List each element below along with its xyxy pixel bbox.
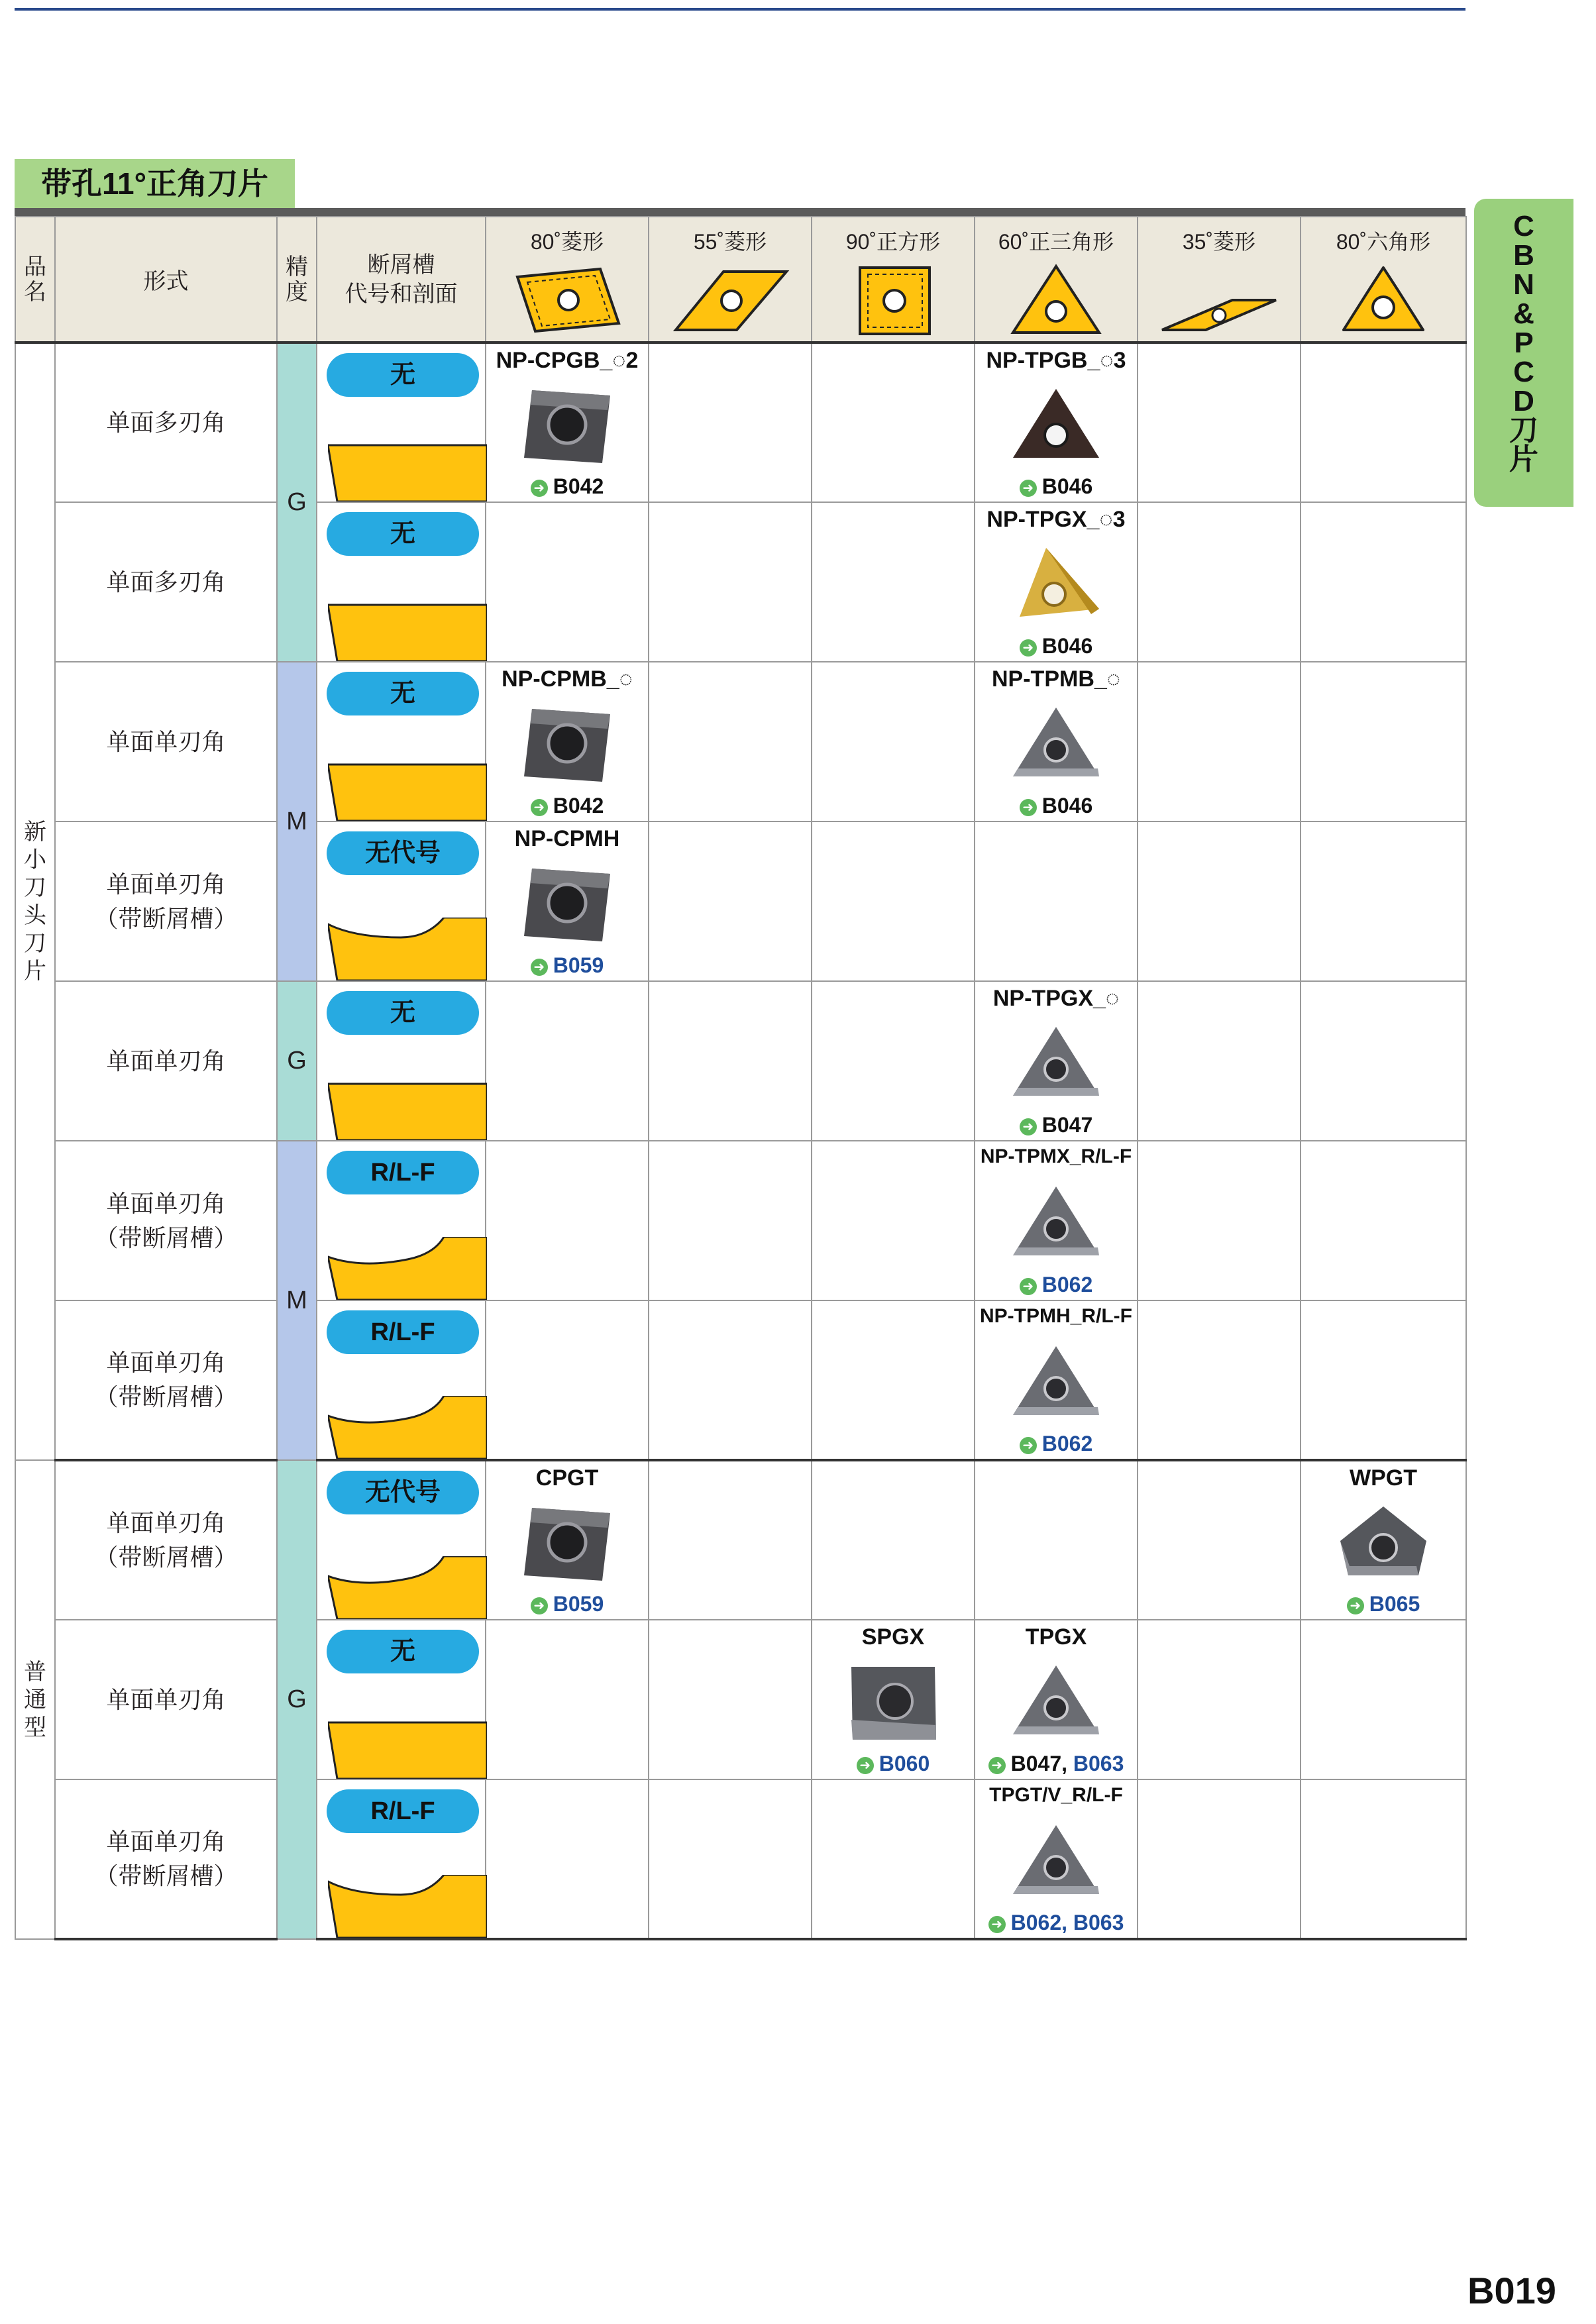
page-reference-link[interactable]: ➜ B065 xyxy=(1301,1592,1465,1616)
breaker-cell xyxy=(317,1620,486,1779)
breaker-code-badge[interactable]: R/L-F xyxy=(327,1310,479,1354)
breaker-code-badge[interactable]: R/L-F xyxy=(327,1151,479,1194)
empty-cell xyxy=(1138,343,1301,502)
insert-photo xyxy=(843,1660,943,1750)
breaker-profile-graphic xyxy=(328,1875,487,1938)
empty-cell xyxy=(1138,1460,1301,1620)
arrow-right-icon: ➜ xyxy=(1020,1118,1037,1136)
form-cell: 单面单刃角 （带断屑槽） xyxy=(55,1300,277,1460)
arrow-right-icon: ➜ xyxy=(531,959,548,976)
breaker-profile-graphic xyxy=(328,598,487,661)
insert-code: NP-CPMB_◌ xyxy=(502,666,633,692)
grade-cell: G xyxy=(277,343,317,662)
header-shape-80-rhombic: 80˚菱形 xyxy=(486,217,649,343)
insert-cell[interactable] xyxy=(975,1779,1138,1939)
empty-cell xyxy=(975,821,1138,981)
breaker-code-badge[interactable]: 无 xyxy=(327,1630,479,1673)
page-reference-link[interactable]: ➜ B059 xyxy=(486,1592,648,1616)
arrow-right-icon: ➜ xyxy=(1347,1597,1364,1614)
trigon-80-icon xyxy=(1324,264,1443,337)
empty-cell xyxy=(649,1620,812,1779)
empty-cell xyxy=(1138,821,1301,981)
insert-code: CPGT xyxy=(535,1465,599,1491)
arrow-right-icon: ➜ xyxy=(531,799,548,816)
breaker-cell xyxy=(317,1779,486,1939)
empty-cell xyxy=(812,1141,975,1300)
insert-code: NP-CPGB_◌2 xyxy=(496,348,639,373)
form-cell: 单面多刃角 xyxy=(55,343,277,502)
breaker-code-badge[interactable]: 无 xyxy=(327,512,479,556)
insert-photo xyxy=(1006,1820,1106,1903)
breaker-code-badge[interactable]: R/L-F xyxy=(327,1789,479,1833)
rhombic-35-icon xyxy=(1159,264,1279,337)
empty-cell xyxy=(649,1460,812,1620)
breaker-profile-graphic xyxy=(328,1077,487,1140)
form-cell: 单面多刃角 xyxy=(55,502,277,662)
arrow-right-icon: ➜ xyxy=(1020,1437,1037,1454)
breaker-cell xyxy=(317,981,486,1141)
table-row xyxy=(15,502,1466,662)
empty-cell xyxy=(812,821,975,981)
insert-cell[interactable] xyxy=(975,343,1138,502)
empty-cell xyxy=(649,502,812,662)
empty-cell xyxy=(1301,1141,1466,1300)
breaker-profile-graphic xyxy=(328,1716,487,1779)
table-row xyxy=(15,1141,1466,1300)
insert-cell[interactable] xyxy=(486,1460,649,1620)
insert-photo xyxy=(1006,1341,1106,1424)
page-reference-link[interactable]: ➜ B062 xyxy=(975,1273,1137,1297)
empty-cell xyxy=(486,1779,649,1939)
empty-cell xyxy=(1138,981,1301,1141)
insert-photo xyxy=(517,1501,617,1591)
breaker-profile-graphic xyxy=(328,439,487,502)
triangle-60-icon xyxy=(996,264,1116,337)
side-tab-label: C B N & P C D 刀 片 xyxy=(1509,210,1538,476)
empty-cell xyxy=(812,1300,975,1460)
insert-photo xyxy=(1006,1660,1106,1743)
insert-code: NP-TPMX_R/L-F xyxy=(980,1145,1132,1167)
breaker-profile-graphic xyxy=(328,758,487,821)
insert-photo xyxy=(517,384,617,473)
page-reference-link[interactable]: ➜ B042 xyxy=(486,474,648,499)
insert-code: NP-TPMH_R/L-F xyxy=(980,1305,1132,1327)
arrow-right-icon: ➜ xyxy=(531,480,548,497)
form-cell: 单面单刃角 （带断屑槽） xyxy=(55,1141,277,1300)
form-cell: 单面单刃角 xyxy=(55,662,277,821)
table-row xyxy=(15,1620,1466,1779)
page-reference-link[interactable]: ➜ B046 xyxy=(975,474,1137,499)
breaker-code-badge[interactable]: 无 xyxy=(327,672,479,715)
insert-code: WPGT xyxy=(1350,1465,1417,1491)
breaker-code-badge[interactable]: 无 xyxy=(327,353,479,397)
insert-code: NP-CPMH xyxy=(514,826,620,851)
breaker-cell xyxy=(317,502,486,662)
page-reference-link[interactable]: ➜ B047 xyxy=(975,1113,1137,1137)
table-row xyxy=(15,1300,1466,1460)
header-shape-35-rhombic: 35˚菱形 xyxy=(1138,217,1301,343)
header-shape-90-square: 90˚正方形 xyxy=(812,217,975,343)
insert-photo xyxy=(1006,1181,1106,1264)
header-name: 品 名 xyxy=(15,217,55,343)
page-reference-link[interactable]: ➜ B047, B063 xyxy=(975,1752,1137,1776)
top-rule xyxy=(15,8,1465,11)
breaker-cell xyxy=(317,821,486,981)
empty-cell xyxy=(649,343,812,502)
empty-cell xyxy=(649,1300,812,1460)
empty-cell xyxy=(812,343,975,502)
breaker-code-badge[interactable]: 无代号 xyxy=(327,831,479,875)
breaker-cell xyxy=(317,662,486,821)
category-normal: 普 通 型 xyxy=(15,1460,55,1939)
empty-cell xyxy=(649,1141,812,1300)
insert-photo xyxy=(1006,702,1106,785)
empty-cell xyxy=(1301,343,1466,502)
empty-cell xyxy=(486,1141,649,1300)
header-form: 形式 xyxy=(55,217,277,343)
empty-cell xyxy=(812,502,975,662)
breaker-code-badge[interactable]: 无代号 xyxy=(327,1471,479,1514)
insert-cell[interactable] xyxy=(486,662,649,821)
insert-cell[interactable] xyxy=(486,343,649,502)
table-row xyxy=(15,343,1466,502)
empty-cell xyxy=(1138,1779,1301,1939)
rhombic-80-icon xyxy=(507,264,627,337)
insert-photo xyxy=(1006,543,1106,625)
insert-cell[interactable] xyxy=(812,1620,975,1779)
arrow-right-icon: ➜ xyxy=(988,1757,1006,1774)
insert-code: NP-TPGX_◌ xyxy=(992,986,1120,1011)
header-shape-55-rhombic: 55˚菱形 xyxy=(649,217,812,343)
empty-cell xyxy=(486,502,649,662)
breaker-profile-graphic xyxy=(328,1237,487,1300)
arrow-right-icon: ➜ xyxy=(1020,1278,1037,1295)
breaker-cell xyxy=(317,1300,486,1460)
title-rule xyxy=(15,208,1465,216)
empty-cell xyxy=(812,981,975,1141)
empty-cell xyxy=(1301,502,1466,662)
page-reference-link[interactable]: ➜ B059 xyxy=(486,953,648,978)
form-cell: 单面单刃角 （带断屑槽） xyxy=(55,1779,277,1939)
form-cell: 单面单刃角 （带断屑槽） xyxy=(55,1460,277,1620)
breaker-profile-graphic xyxy=(328,918,487,980)
insert-cell[interactable] xyxy=(975,981,1138,1141)
arrow-right-icon: ➜ xyxy=(1020,480,1037,497)
empty-cell xyxy=(649,662,812,821)
page-reference-link[interactable]: ➜ B046 xyxy=(975,634,1137,659)
empty-cell xyxy=(1138,502,1301,662)
insert-code: NP-TPMB_◌ xyxy=(992,666,1120,692)
empty-cell xyxy=(1138,1300,1301,1460)
empty-cell xyxy=(1301,821,1466,981)
grade-cell: M xyxy=(277,662,317,981)
header-breaker: 断屑槽 代号和剖面 xyxy=(317,217,486,343)
insert-code: NP-TPGX_◌3 xyxy=(986,507,1126,532)
empty-cell xyxy=(1301,1300,1466,1460)
empty-cell xyxy=(1138,662,1301,821)
header-shape-60-triangle: 60˚正三角形 xyxy=(975,217,1138,343)
table-row xyxy=(15,821,1466,981)
insert-cell[interactable] xyxy=(486,821,649,981)
empty-cell xyxy=(1138,1141,1301,1300)
grade-cell: G xyxy=(277,1460,317,1939)
page-reference-link[interactable]: ➜ B042 xyxy=(486,794,648,818)
empty-cell xyxy=(486,981,649,1141)
category-new: 新 小 刀 头 刀 片 xyxy=(15,343,55,1460)
empty-cell xyxy=(1301,981,1466,1141)
arrow-right-icon: ➜ xyxy=(1020,639,1037,657)
arrow-right-icon: ➜ xyxy=(988,1916,1006,1933)
section-title: 带孔11°正角刀片 xyxy=(15,159,295,208)
breaker-cell xyxy=(317,1460,486,1620)
insert-photo xyxy=(1334,1501,1433,1584)
table-row xyxy=(15,981,1466,1141)
insert-cell[interactable] xyxy=(975,662,1138,821)
breaker-profile-graphic xyxy=(328,1396,487,1459)
square-90-icon xyxy=(833,264,953,337)
empty-cell xyxy=(649,821,812,981)
breaker-code-badge[interactable]: 无 xyxy=(327,991,479,1035)
insert-photo xyxy=(517,862,617,951)
page-reference-link[interactable]: ➜ B062, B063 xyxy=(975,1911,1137,1935)
form-cell: 单面单刃角 xyxy=(55,1620,277,1779)
insert-code: TPGX xyxy=(1025,1624,1087,1650)
header-shape-80-trigon: 80˚六角形 xyxy=(1301,217,1466,343)
empty-cell xyxy=(1301,662,1466,821)
header-grade: 精度 xyxy=(277,217,317,343)
insert-cell[interactable] xyxy=(975,502,1138,662)
insert-code: NP-TPGB_◌3 xyxy=(986,348,1126,373)
empty-cell xyxy=(1138,1620,1301,1779)
empty-cell xyxy=(812,1779,975,1939)
insert-cell[interactable] xyxy=(975,1620,1138,1779)
grade-cell: M xyxy=(277,1141,317,1460)
insert-code: SPGX xyxy=(861,1624,925,1650)
table-row xyxy=(15,1460,1466,1620)
insert-cell[interactable] xyxy=(975,1300,1138,1460)
breaker-profile-graphic xyxy=(328,1556,487,1619)
insert-photo xyxy=(517,702,617,792)
form-cell: 单面单刃角 xyxy=(55,981,277,1141)
insert-code: TPGT/V_R/L-F xyxy=(989,1784,1123,1806)
empty-cell xyxy=(649,981,812,1141)
breaker-cell xyxy=(317,1141,486,1300)
page-reference-link[interactable]: ➜ B062 xyxy=(975,1432,1137,1456)
breaker-cell xyxy=(317,343,486,502)
page-reference-link[interactable]: ➜ B046 xyxy=(975,794,1137,818)
page-number: B019 xyxy=(1467,2270,1556,2311)
empty-cell xyxy=(812,1460,975,1620)
empty-cell xyxy=(486,1620,649,1779)
empty-cell xyxy=(486,1300,649,1460)
insert-table xyxy=(15,216,1467,1940)
arrow-right-icon: ➜ xyxy=(857,1757,874,1774)
empty-cell xyxy=(1301,1779,1466,1939)
table-row xyxy=(15,1779,1466,1939)
empty-cell xyxy=(975,1460,1138,1620)
empty-cell xyxy=(649,1779,812,1939)
arrow-right-icon: ➜ xyxy=(1020,799,1037,816)
arrow-right-icon: ➜ xyxy=(531,1597,548,1614)
insert-cell[interactable] xyxy=(975,1141,1138,1300)
empty-cell xyxy=(812,662,975,821)
rhombic-55-icon xyxy=(670,264,790,337)
form-cell: 单面单刃角 （带断屑槽） xyxy=(55,821,277,981)
empty-cell xyxy=(1301,1620,1466,1779)
table-row xyxy=(15,662,1466,821)
page-reference-link[interactable]: ➜ B060 xyxy=(812,1752,974,1776)
grade-cell: G xyxy=(277,981,317,1141)
insert-photo xyxy=(1006,1022,1106,1104)
insert-photo xyxy=(1006,384,1106,466)
insert-cell[interactable] xyxy=(1301,1460,1466,1620)
